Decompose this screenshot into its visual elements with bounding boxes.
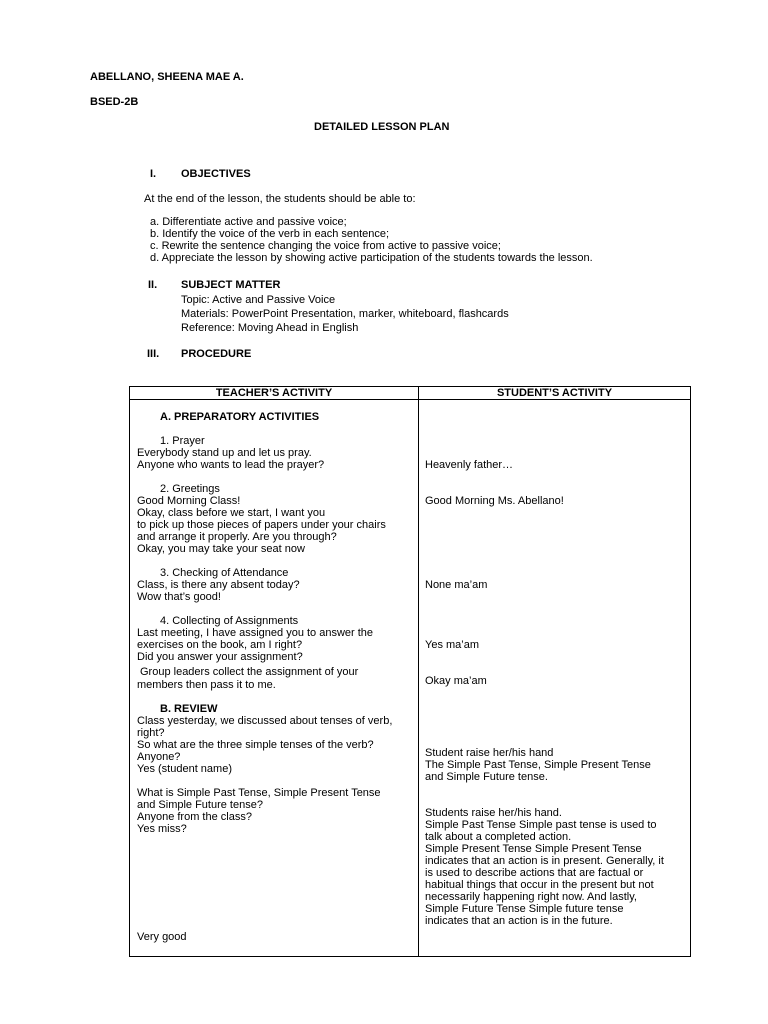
subject-topic: Topic: Active and Passive Voice (181, 294, 336, 306)
teacher-activity-cell (130, 400, 419, 957)
teacher-line: members then pass it to me. (137, 679, 276, 691)
teacher-line: Did you answer your assignment? (137, 651, 303, 663)
teacher-line: 3. Checking of Attendance (160, 567, 289, 579)
teacher-line: Good Morning Class! (137, 495, 241, 507)
student-line: Simple Past Tense Simple past tense is used to (425, 819, 657, 831)
objectives-heading: OBJECTIVES (181, 168, 251, 180)
teacher-line: to pick up those pieces of papers under your chairs (137, 519, 386, 531)
teacher-line: Okay, you may take your seat now (137, 543, 305, 555)
student-line: talk about a completed action. (425, 831, 572, 843)
subject-matter-numeral: II. (148, 279, 158, 291)
student-line: necessarily happening right now. And lastly, (425, 891, 637, 903)
student-line: is used to describe actions that are factual or (425, 867, 644, 879)
student-line: Yes ma’am (425, 639, 480, 651)
objective-item: b. Identify the voice of the verb in each sentence; (150, 228, 390, 240)
teacher-line: Very good (137, 931, 187, 943)
objective-item: d. Appreciate the lesson by showing active participation of the students towards the lesson. (150, 252, 593, 264)
student-line: Simple Present Tense Simple Present Tense (425, 843, 642, 855)
student-line: and Simple Future tense. (425, 771, 548, 783)
teacher-activity-header: TEACHER’S ACTIVITY (130, 387, 419, 400)
student-line: None ma’am (425, 579, 488, 591)
student-activity-cell (419, 400, 691, 957)
student-activity-header: STUDENT’S ACTIVITY (419, 387, 691, 400)
procedure-heading: PROCEDURE (181, 348, 252, 360)
objective-item: a. Differentiate active and passive voice; (150, 216, 347, 228)
teacher-line: Wow that’s good! (137, 591, 221, 603)
teacher-line: Class yesterday, we discussed about tenses of verb, (137, 715, 393, 727)
subject-matter-heading: SUBJECT MATTER (181, 279, 281, 291)
teacher-line: right? (137, 727, 165, 739)
objectives-list (150, 216, 593, 264)
teacher-line: So what are the three simple tenses of the verb? (137, 739, 374, 751)
teacher-line: Everybody stand up and let us pray. (137, 447, 312, 459)
student-line: Students raise her/his hand. (425, 807, 562, 819)
student-line: indicates that an action is in present. Generally, it (425, 855, 664, 867)
student-line: Okay ma’am (425, 675, 487, 687)
subject-reference: Reference: Moving Ahead in English (181, 322, 359, 334)
teacher-line: Class, is there any absent today? (137, 579, 300, 591)
student-line: Simple Future Tense Simple future tense (425, 903, 624, 915)
document-title: DETAILED LESSON PLAN (314, 121, 450, 133)
objective-item: c. Rewrite the sentence changing the voice from active to passive voice; (150, 240, 501, 252)
subject-matter-details (181, 293, 509, 335)
teacher-line: 1. Prayer (160, 435, 205, 447)
teacher-line: Anyone who wants to lead the prayer? (137, 459, 325, 471)
student-line: indicates that an action is in the future. (425, 915, 613, 927)
teacher-line: Yes (student name) (137, 763, 232, 775)
teacher-line: and arrange it properly. Are you through? (137, 531, 337, 543)
teacher-line: and Simple Future tense? (137, 799, 263, 811)
teacher-line: Yes miss? (137, 823, 187, 835)
student-line: The Simple Past Tense, Simple Present Tense (425, 759, 651, 771)
teacher-line: Anyone from the class? (137, 811, 252, 823)
teacher-line: exercises on the book, am I right? (137, 639, 303, 651)
student-line: Student raise her/his hand (425, 747, 554, 759)
section-heading: B. REVIEW (160, 703, 218, 715)
teacher-line: 2. Greetings (160, 483, 220, 495)
objectives-intro: At the end of the lesson, the students should be able to: (144, 193, 416, 205)
class-section: BSED-2B (90, 96, 139, 108)
student-line: Heavenly father… (425, 459, 514, 471)
teacher-line: Last meeting, I have assigned you to answer the (137, 627, 374, 639)
student-line: Good Morning Ms. Abellano! (425, 495, 564, 507)
student-line: habitual things that occur in the present but not (425, 879, 654, 891)
teacher-line: 4. Collecting of Assignments (160, 615, 299, 627)
teacher-line: What is Simple Past Tense, Simple Present Tense (137, 787, 381, 799)
teacher-line: Group leaders collect the assignment of your (140, 666, 359, 678)
teacher-line: Anyone? (137, 751, 181, 763)
section-heading: A. PREPARATORY ACTIVITIES (160, 411, 320, 423)
student-name: ABELLANO, SHEENA MAE A. (90, 71, 244, 83)
teacher-line: Okay, class before we start, I want you (137, 507, 326, 519)
activity-table (129, 386, 691, 957)
subject-materials: Materials: PowerPoint Presentation, marker, whiteboard, flashcards (181, 308, 509, 320)
objectives-numeral: I. (150, 168, 157, 180)
procedure-numeral: III. (147, 348, 160, 360)
